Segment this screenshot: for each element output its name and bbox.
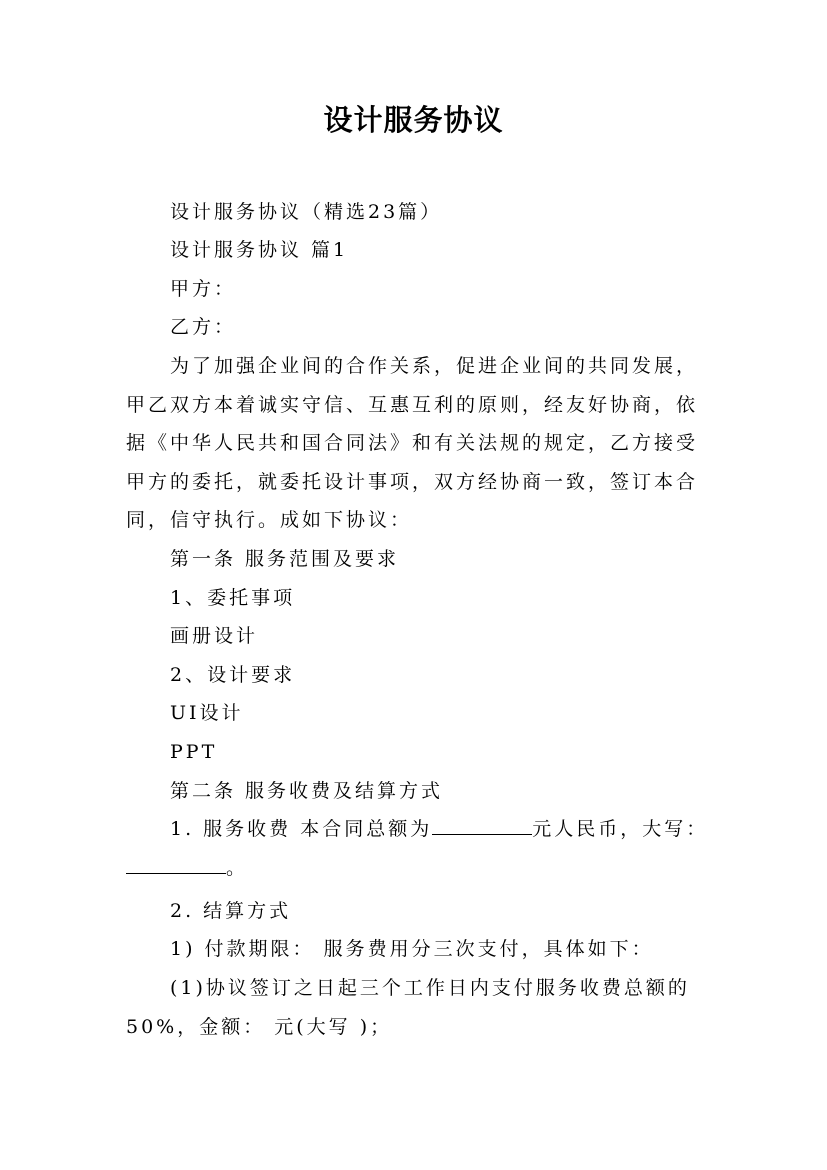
paragraph-line: 1) 付款期限： 服务费用分三次支付，具体如下：: [170, 938, 654, 960]
amount-blank: [432, 833, 532, 835]
paragraph-line: 2. 结算方式: [170, 900, 292, 922]
fee-text-after: 元人民币，大写：: [532, 818, 709, 840]
paragraph-line: 画册设计: [170, 625, 259, 647]
paragraph-line: PPT: [170, 741, 218, 763]
paragraph-line: 甲方的委托，就委托设计事项，双方经协商一致，签订本合: [126, 471, 699, 493]
fee-line-end: 。: [226, 857, 249, 879]
fee-line-continued: [126, 854, 716, 882]
paragraph-line: 乙方：: [170, 316, 237, 338]
paragraph-line: 2、设计要求: [170, 664, 296, 686]
document-title: 设计服务协议: [323, 103, 504, 137]
paragraph-line: 甲方：: [170, 278, 237, 300]
section-heading: 第二条 服务收费及结算方式: [170, 780, 444, 802]
paragraph-line: 据《中华人民共和国合同法》和有关法规的规定，乙方接受: [126, 432, 699, 454]
paragraph-line: UI设计: [170, 702, 244, 724]
paragraph-line: 50%，金额： 元(大写 )；: [126, 1016, 393, 1038]
paragraph-line: 设计服务协议（精选23篇）: [170, 201, 443, 223]
paragraph-line: 甲乙双方本着诚实守信、互惠互利的原则，经友好协商，依: [126, 394, 699, 416]
fee-line: [170, 815, 716, 843]
paragraph-line: 1、委托事项: [170, 587, 296, 609]
paragraph-line: 设计服务协议 篇1: [170, 239, 349, 261]
fee-text-before: 1. 服务收费 本合同总额为: [170, 818, 433, 840]
paragraph-line: 同，信守执行。成如下协议：: [126, 509, 413, 531]
paragraph-line: 为了加强企业间的合作关系，促进企业间的共同发展，: [170, 355, 699, 377]
section-heading: 第一条 服务范围及要求: [170, 548, 400, 570]
paragraph-line: (1)协议签订之日起三个工作日内支付服务收费总额的: [170, 977, 690, 999]
amount-words-blank: [126, 872, 226, 874]
